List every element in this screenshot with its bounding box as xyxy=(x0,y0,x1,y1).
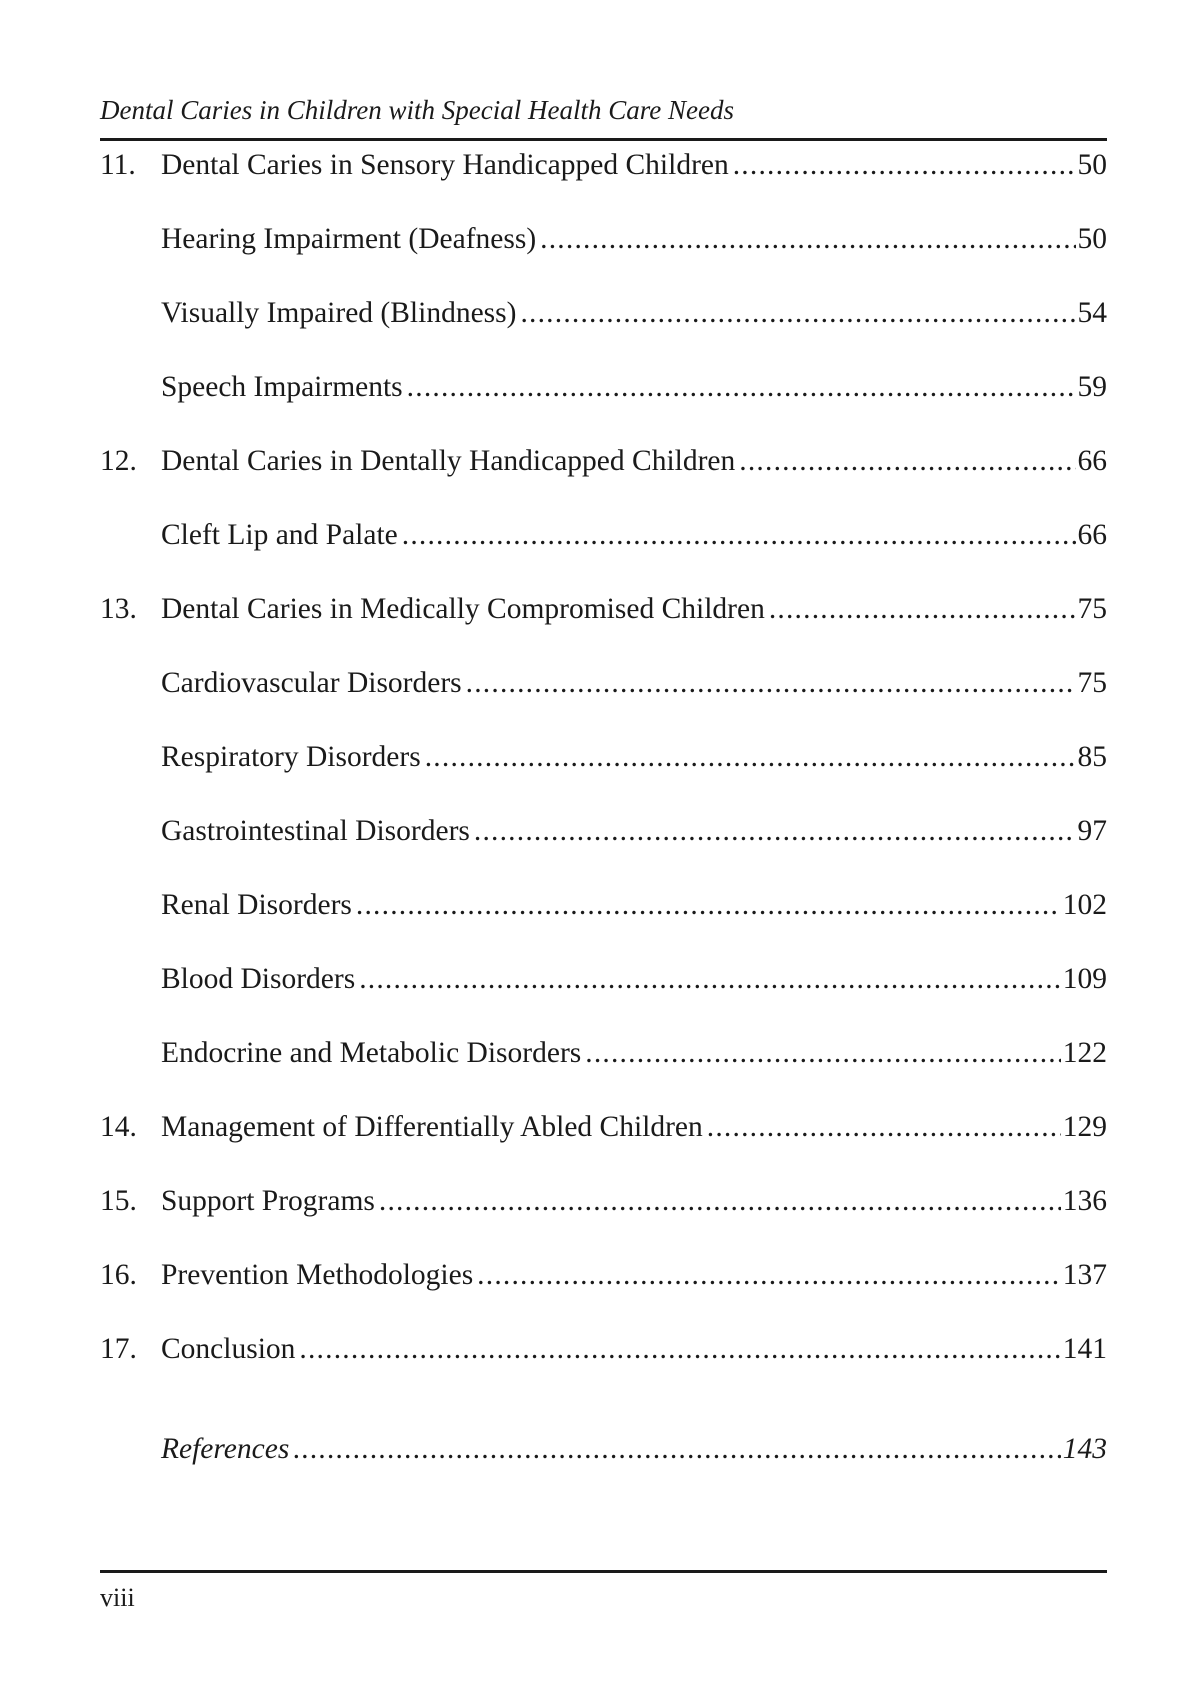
toc-entry-title: Cleft Lip and Palate xyxy=(161,519,398,551)
toc-entry-title: Speech Impairments xyxy=(161,371,403,403)
dot-leader xyxy=(707,1107,1061,1147)
toc-entry-number: 16. xyxy=(100,1259,137,1291)
toc-entry-title: Hearing Impairment (Deafness) xyxy=(161,223,537,255)
toc-entry-page: 143 xyxy=(1062,1433,1107,1465)
toc-entry-chapter-15[interactable] xyxy=(100,1181,1107,1221)
toc-entry-respiratory[interactable] xyxy=(100,737,1107,777)
toc-entry-title: Renal Disorders xyxy=(161,889,352,921)
toc-entry-title: Dental Caries in Sensory Handicapped Children xyxy=(161,149,729,181)
toc-entry-page: 66 xyxy=(1077,445,1107,477)
toc-entry-title: Blood Disorders xyxy=(161,963,356,995)
toc-entry-cleft-lip-palate[interactable] xyxy=(100,515,1107,555)
dot-leader xyxy=(585,1033,1061,1073)
toc-entry-page: 129 xyxy=(1062,1111,1107,1143)
dot-leader xyxy=(356,885,1061,925)
toc-entry-blood[interactable] xyxy=(100,959,1107,999)
toc-entry-page: 137 xyxy=(1062,1259,1107,1291)
toc-entry-number: 12. xyxy=(100,445,137,477)
toc-entry-title: Endocrine and Metabolic Disorders xyxy=(161,1037,582,1069)
toc-entry-title: Conclusion xyxy=(161,1333,296,1365)
toc-entry-page: 109 xyxy=(1062,963,1107,995)
toc-entry-chapter-17[interactable] xyxy=(100,1329,1107,1369)
dot-leader xyxy=(293,1429,1060,1469)
toc-entry-title: Cardiovascular Disorders xyxy=(161,667,462,699)
toc-entry-number: 13. xyxy=(100,593,137,625)
toc-entry-chapter-13[interactable] xyxy=(100,589,1107,629)
toc-entry-page: 141 xyxy=(1062,1333,1107,1365)
toc-entry-page: 75 xyxy=(1077,593,1107,625)
toc-entry-page: 97 xyxy=(1077,815,1107,847)
toc-entry-title: Management of Differentially Abled Children xyxy=(161,1111,703,1143)
dot-leader xyxy=(359,959,1061,999)
toc-entry-chapter-14[interactable] xyxy=(100,1107,1107,1147)
toc-entry-references[interactable] xyxy=(100,1429,1107,1469)
toc-entry-title: Dental Caries in Dentally Handicapped Children xyxy=(161,445,736,477)
toc-entry-renal[interactable] xyxy=(100,885,1107,925)
toc-entry-page: 136 xyxy=(1062,1185,1107,1217)
dot-leader xyxy=(379,1181,1061,1221)
toc-entry-number: 14. xyxy=(100,1111,137,1143)
page-number: viii xyxy=(100,1583,135,1612)
toc-entry-title: Respiratory Disorders xyxy=(161,741,421,773)
dot-leader xyxy=(402,515,1076,555)
toc-entry-title: Support Programs xyxy=(161,1185,375,1217)
dot-leader xyxy=(477,1255,1061,1295)
toc-entry-number: 17. xyxy=(100,1333,137,1365)
dot-leader xyxy=(769,589,1076,629)
dot-leader xyxy=(540,219,1075,259)
toc-entry-page: 102 xyxy=(1062,889,1107,921)
toc-entry-number: 11. xyxy=(100,149,136,181)
toc-entry-page: 85 xyxy=(1077,741,1107,773)
toc-entry-title: Visually Impaired (Blindness) xyxy=(161,297,517,329)
footer-rule xyxy=(100,1570,1107,1573)
toc-entry-title: Dental Caries in Medically Compromised Children xyxy=(161,593,765,625)
dot-leader xyxy=(299,1329,1060,1369)
toc-entry-title: Prevention Methodologies xyxy=(161,1259,474,1291)
toc-entry-cardiovascular[interactable] xyxy=(100,663,1107,703)
toc-entry-page: 122 xyxy=(1062,1037,1107,1069)
toc-entry-chapter-11[interactable] xyxy=(100,145,1107,185)
dot-leader xyxy=(733,145,1076,185)
toc-entry-speech-impairments[interactable] xyxy=(100,367,1107,407)
toc-entry-page: 66 xyxy=(1077,519,1107,551)
running-head: Dental Caries in Children with Special Health Care Needs xyxy=(100,95,734,125)
toc-entry-visually-impaired[interactable] xyxy=(100,293,1107,333)
toc-entry-number: 15. xyxy=(100,1185,137,1217)
toc-entry-page: 50 xyxy=(1077,149,1107,181)
toc-entry-page: 54 xyxy=(1077,297,1107,329)
toc-entry-page: 50 xyxy=(1077,223,1107,255)
dot-leader xyxy=(474,811,1076,851)
dot-leader xyxy=(739,441,1075,481)
dot-leader xyxy=(407,367,1076,407)
toc-entry-hearing-impairment[interactable] xyxy=(100,219,1107,259)
toc-entry-title: Gastrointestinal Disorders xyxy=(161,815,470,847)
toc-entry-chapter-12[interactable] xyxy=(100,441,1107,481)
dot-leader xyxy=(425,737,1076,777)
toc-entry-chapter-16[interactable] xyxy=(100,1255,1107,1295)
toc-entry-page: 59 xyxy=(1077,371,1107,403)
dot-leader xyxy=(466,663,1076,703)
toc-entry-page: 75 xyxy=(1077,667,1107,699)
toc-entry-endocrine-metabolic[interactable] xyxy=(100,1033,1107,1073)
toc-entry-title: References xyxy=(161,1433,290,1465)
table-of-contents xyxy=(100,0,1107,1700)
toc-entry-gastrointestinal[interactable] xyxy=(100,811,1107,851)
dot-leader xyxy=(520,293,1075,333)
